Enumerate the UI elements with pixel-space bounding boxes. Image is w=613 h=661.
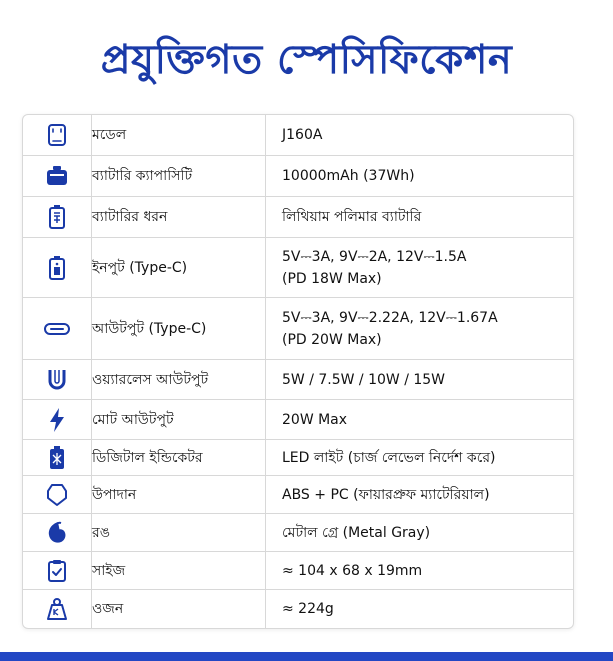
- spec-value: 5V⎓3A, 9V⎓2.22A, 12V⎓1.67A (PD 20W Max): [282, 309, 498, 348]
- spec-label: ইনপুট (Type-C): [92, 238, 266, 297]
- spec-value: ABS + PC (ফায়ারপ্রুফ ম্যাটেরিয়াল): [282, 486, 490, 503]
- spec-label: মডেল: [92, 115, 266, 155]
- spec-label: মোট আউটপুট: [92, 400, 266, 439]
- usb-c-icon: [23, 298, 92, 359]
- spec-label: উপাদান: [92, 476, 266, 513]
- spec-label: ডিজিটাল ইন্ডিকেটর: [92, 440, 266, 475]
- spec-label: ব্যাটারি ক্যাপাসিটি: [92, 156, 266, 196]
- spec-row-indicator: [23, 440, 573, 476]
- spec-row-capacity: [23, 156, 573, 197]
- spec-table: [22, 114, 574, 629]
- spec-row-weight: [23, 590, 573, 628]
- led-battery-icon: [23, 440, 92, 475]
- spec-row-battery-type: [23, 197, 573, 238]
- spec-label: ওজন: [92, 590, 266, 628]
- spec-row-input: [23, 238, 573, 298]
- spec-value: ≈ 224g: [282, 601, 334, 617]
- magnet-icon: [23, 360, 92, 399]
- palette-icon: [23, 514, 92, 551]
- spec-label: আউটপুট (Type-C): [92, 298, 266, 359]
- shield-icon: [23, 476, 92, 513]
- spec-label: রঙ: [92, 514, 266, 551]
- spec-row-total-output: [23, 400, 573, 440]
- battery-box-icon: [23, 156, 92, 196]
- weight-icon: [23, 590, 92, 628]
- spec-value: 5W / 7.5W / 10W / 15W: [282, 371, 446, 388]
- spec-row-size: [23, 552, 573, 590]
- spec-value: লিথিয়াম পলিমার ব্যাটারি: [282, 209, 422, 225]
- spec-row-model: [23, 115, 573, 156]
- lightning-icon: [23, 400, 92, 439]
- spec-value: LED লাইট (চার্জ লেভেল নির্দেশ করে): [282, 449, 496, 466]
- spec-label: ওয়্যারলেস আউটপুট: [92, 360, 266, 399]
- spec-label: ব্যাটারির ধরন: [92, 197, 266, 237]
- spec-row-color: [23, 514, 573, 552]
- spec-row-material: [23, 476, 573, 514]
- phone-outline-icon: [23, 115, 92, 155]
- page-title: প্রযুক্তিগত স্পেসিফিকেশন: [100, 37, 513, 83]
- spec-value: ≈ 104 x 68 x 19mm: [282, 562, 423, 579]
- spec-value: মেটাল গ্রে (Metal Gray): [282, 524, 431, 541]
- spec-row-output: [23, 298, 573, 360]
- spec-value: 10000mAh (37Wh): [282, 168, 415, 184]
- spec-value: J160A: [282, 127, 323, 143]
- spec-label: সাইজ: [92, 552, 266, 589]
- spec-value: 20W Max: [282, 411, 348, 428]
- spec-row-wireless: [23, 360, 573, 400]
- battery-cell-icon: [23, 197, 92, 237]
- bottom-accent-bar: [0, 652, 613, 661]
- clipboard-check-icon: [23, 552, 92, 589]
- spec-value: 5V⎓3A, 9V⎓2A, 12V⎓1.5A (PD 18W Max): [282, 248, 467, 287]
- battery-input-icon: [23, 238, 92, 297]
